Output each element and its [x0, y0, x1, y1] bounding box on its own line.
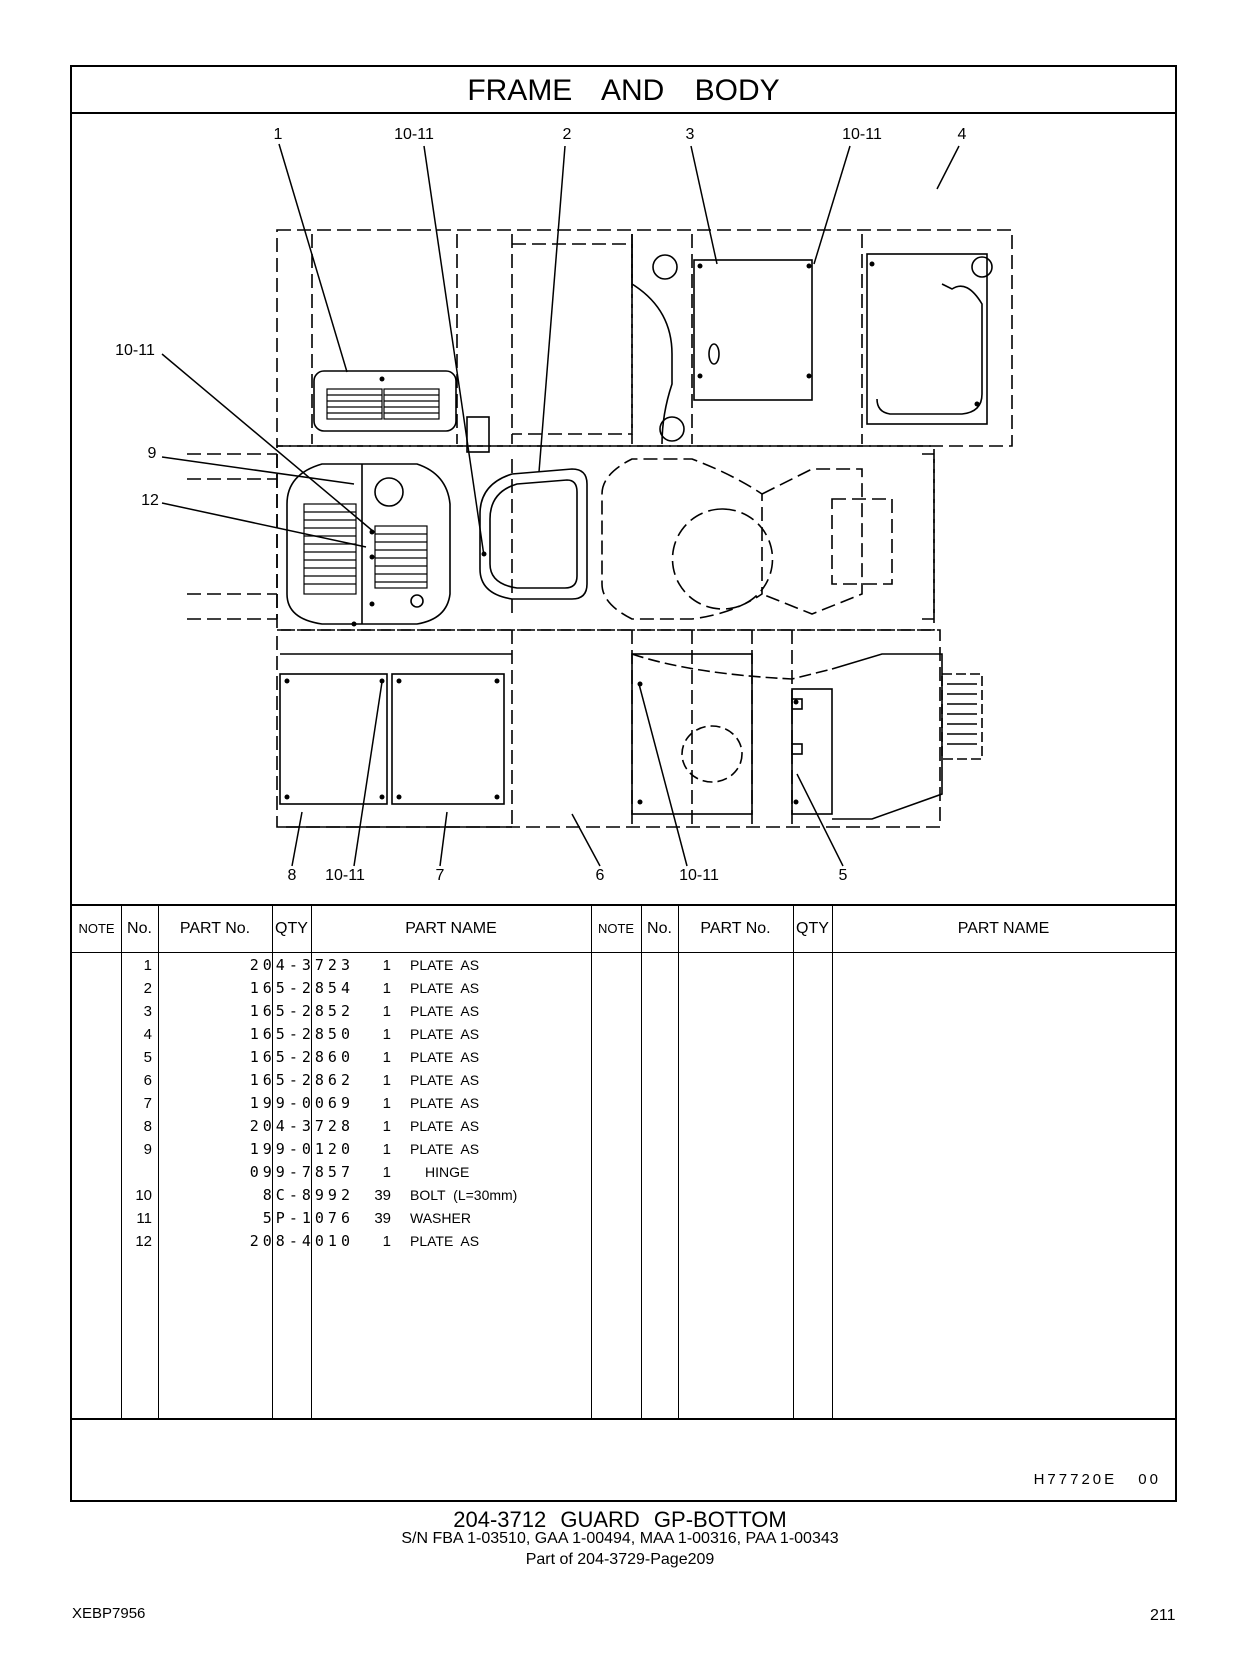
caption-serial-numbers: S/N FBA 1-03510, GAA 1-00494, MAA 1-00316, PAA 1-00343 — [401, 1530, 839, 1547]
parts-rows — [72, 954, 1175, 1253]
table-row: 099-7857 1 HINGE — [249, 1163, 470, 1181]
callout-8: 8 — [287, 867, 297, 884]
table-row: 1 204-3723 1 PLATE AS — [143, 956, 480, 974]
callout-7: 7 — [435, 867, 445, 884]
page-title: FRAME AND BODY — [72, 67, 1175, 114]
frame-drawing — [72, 114, 1175, 904]
callout-12: 12 — [141, 492, 159, 509]
table-row: 2 165-2854 1 PLATE AS — [143, 979, 480, 997]
document-id: XEBP7956 — [72, 1605, 146, 1622]
header-part-name: PART NAME — [405, 920, 497, 937]
callout-1: 1 — [273, 126, 283, 143]
parts-table — [72, 904, 1175, 1420]
callout-4: 4 — [957, 126, 967, 143]
header-note: NOTE — [78, 921, 115, 936]
header-part-no-2: PART No. — [700, 920, 771, 937]
page-number: 211 — [1150, 1607, 1176, 1624]
table-row: 9 199-0120 1 PLATE AS — [143, 1140, 480, 1158]
table-row: 10 8C-8992 39 BOLT (L=30mm) — [135, 1186, 518, 1204]
callout-10-11-d: 10-11 — [325, 867, 365, 884]
callout-6: 6 — [595, 867, 605, 884]
caption-part-of: Part of 204-3729-Page209 — [525, 1551, 715, 1568]
parts-page-frame — [70, 65, 1177, 1502]
table-row: 5 165-2860 1 PLATE AS — [143, 1048, 480, 1066]
illustration-code: H77720E 00 — [1033, 1471, 1161, 1488]
callout-2: 2 — [562, 126, 572, 143]
callout-10-11-b: 10-11 — [842, 126, 882, 143]
table-row: 4 165-2850 1 PLATE AS — [143, 1025, 480, 1043]
leader-lines — [162, 144, 959, 866]
header-note-2: NOTE — [597, 921, 635, 936]
callout-5: 5 — [838, 867, 848, 884]
table-row: 12 208-4010 1 PLATE AS — [135, 1232, 480, 1250]
table-row: 11 5P-1076 39 WASHER — [136, 1209, 471, 1227]
callout-10-11-e: 10-11 — [679, 867, 719, 884]
header-qty-2: QTY — [796, 920, 829, 937]
caption-title: 204-3712 GUARD GP-BOTTOM — [453, 1507, 787, 1532]
header-qty: QTY — [275, 920, 308, 937]
header-no-2: No. — [647, 920, 672, 937]
table-row: 6 165-2862 1 PLATE AS — [143, 1071, 480, 1089]
callout-3: 3 — [685, 126, 695, 143]
table-row: 3 165-2852 1 PLATE AS — [143, 1002, 480, 1020]
table-row: 7 199-0069 1 PLATE AS — [143, 1094, 480, 1112]
table-row: 8 204-3728 1 PLATE AS — [143, 1117, 480, 1135]
header-no: No. — [127, 920, 152, 937]
callout-10-11-c: 10-11 — [115, 342, 155, 359]
exploded-diagram — [72, 114, 1175, 904]
callout-10-11-a: 10-11 — [394, 126, 434, 143]
header-part-no: PART No. — [179, 920, 251, 937]
header-part-name-2: PART NAME — [957, 920, 1050, 937]
callout-9: 9 — [147, 445, 157, 462]
